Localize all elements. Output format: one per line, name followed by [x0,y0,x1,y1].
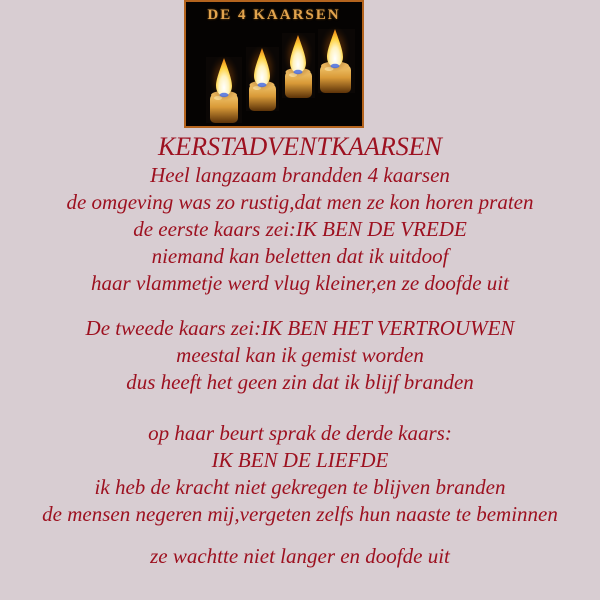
poem-line: de omgeving was zo rustig,dat men ze kon horen praten [66,190,534,214]
candles-picture [184,0,364,128]
candle-3 [282,32,315,98]
poem-line: ik heb de kracht niet gekregen te blijven branden [94,475,506,499]
candle-4 [318,26,355,93]
candle-2 [246,45,279,111]
poem-stanza-2 [0,315,600,396]
poem-line: de eerste kaars zei:IK BEN DE VREDE [133,217,467,241]
poem-line: meestal kan ik gemist worden [176,343,424,367]
poem-line: ze wachtte niet langer en doofde uit [150,544,450,568]
poem-line: Heel langzaam brandden 4 kaarsen [150,163,450,187]
poem-stanza-3 [0,420,600,528]
picture-title: DE 4 KAARSEN [207,7,341,23]
poem-line: De tweede kaars zei:IK BEN HET VERTROUWEN [85,316,515,340]
poem-line: dus heeft het geen zin dat ik blijf branden [126,370,474,394]
poem-stanza-1 [0,162,600,297]
poem-title: KERSTADVENTKAARSEN [157,132,443,161]
poem-stanza-4 [0,543,600,570]
poem-line: niemand kan beletten dat ik uitdoof [151,244,449,268]
poem-line: de mensen negeren mij,vergeten zelfs hun naaste te beminnen [42,502,558,526]
poem [0,131,600,570]
poem-line: op haar beurt sprak de derde kaars: [148,421,452,445]
candle-1 [206,55,242,123]
poem-line: haar vlammetje werd vlug kleiner,en ze doofde uit [91,271,509,295]
poem-line: IK BEN DE LIEFDE [211,448,389,472]
